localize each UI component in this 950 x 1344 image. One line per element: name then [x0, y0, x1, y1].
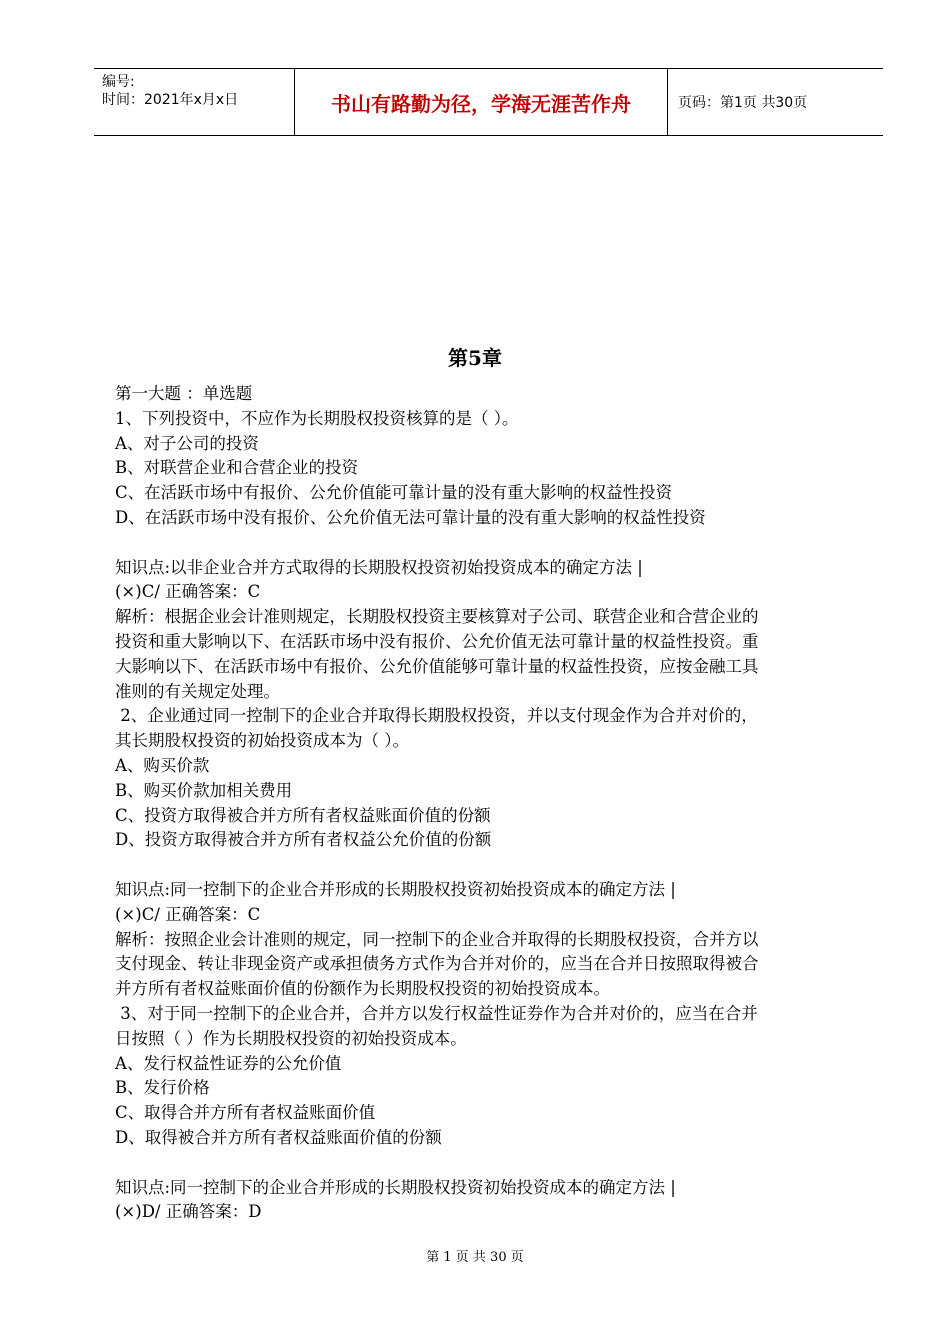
- analysis-line: 支付现金、转让非现金资产或承担债务方式作为合并对价的，应当在合并日按照取得被合: [115, 954, 759, 974]
- answer-line: (×)C/ 正确答案：C: [115, 904, 261, 924]
- question-stem-line: 1、下列投资中，不应作为长期股权投资核算的是（ ）。: [115, 408, 519, 428]
- spacer: [115, 1151, 865, 1176]
- question-option: D、投资方取得被合并方所有者权益公允价值的份额: [115, 830, 492, 850]
- analysis-line: 解析：按照企业会计准则的规定，同一控制下的企业合并取得的长期股权投资，合并方以: [115, 929, 759, 949]
- knowledge-point: 知识点:同一控制下的企业合并形成的长期股权投资初始投资成本的确定方法 |: [115, 1177, 676, 1197]
- document-time-label: 时间：2021年x月x日: [102, 92, 239, 108]
- header-motto: 书山有路勤为径，学海无涯苦作舟: [294, 69, 668, 135]
- spacer: [115, 853, 865, 878]
- question-option: A、对子公司的投资: [115, 433, 259, 453]
- question-option: B、发行价格: [115, 1078, 210, 1098]
- analysis-line: 解析：根据企业会计准则规定，长期股权投资主要核算对子公司、联营企业和合营企业的: [115, 607, 759, 627]
- question-option: D、取得被合并方所有者权益账面价值的份额: [115, 1127, 442, 1147]
- question-stem-line: 日按照（ ）作为长期股权投资的初始投资成本。: [115, 1028, 467, 1048]
- analysis-line: 并方所有者权益账面价值的份额作为长期股权投资的初始投资成本。: [115, 979, 610, 999]
- analysis-line: 投资和重大影响以下、在活跃市场中没有报价、公允价值无法可靠计量的权益性投资。重: [115, 631, 759, 651]
- header-page-label: 页码：第1页 共30页: [678, 95, 808, 111]
- page-footer: 第 1 页 共 30 页: [426, 1250, 524, 1265]
- question-option: B、购买价款加相关费用: [115, 780, 293, 800]
- chapter-title: 第5章: [448, 346, 502, 370]
- answer-line: (×)C/ 正确答案：C: [115, 582, 261, 602]
- spacer: [115, 531, 865, 556]
- question-option: B、对联营企业和合营企业的投资: [115, 458, 359, 478]
- question-option: D、在活跃市场中没有报价、公允价值无法可靠计量的没有重大影响的权益性投资: [115, 507, 706, 527]
- answer-line: (×)D/ 正确答案：D: [115, 1202, 262, 1222]
- document-number-label: 编号:: [102, 74, 135, 90]
- question-option: C、在活跃市场中有报价、公允价值能可靠计量的没有重大影响的权益性投资: [115, 483, 673, 503]
- question-option: A、购买价款: [115, 755, 210, 775]
- header-meta: [94, 69, 294, 135]
- question-stem-line: 3、对于同一控制下的企业合并，合并方以发行权益性证券作为合并对价的，应当在合并: [115, 1003, 758, 1023]
- analysis-line: 准则的有关规定处理。: [115, 681, 280, 701]
- page-header: [94, 68, 883, 136]
- analysis-line: 大影响以下、在活跃市场中有报价、公允价值能够可靠计量的权益性投资，应按金融工具: [115, 656, 759, 676]
- knowledge-point: 知识点:以非企业合并方式取得的长期股权投资初始投资成本的确定方法 |: [115, 557, 643, 577]
- question-stem-line: 其长期股权投资的初始投资成本为（ ）。: [115, 731, 409, 751]
- document-body: [115, 382, 865, 1225]
- knowledge-point: 知识点:同一控制下的企业合并形成的长期股权投资初始投资成本的确定方法 |: [115, 879, 676, 899]
- question-option: A、发行权益性证券的公允价值: [115, 1053, 342, 1073]
- question-option: C、投资方取得被合并方所有者权益账面价值的份额: [115, 805, 491, 825]
- section-title: 第一大题 ：单选题: [115, 384, 253, 403]
- question-stem-line: 2、企业通过同一控制下的企业合并取得长期股权投资，并以支付现金作为合并对价的，: [115, 706, 758, 726]
- question-option: C、取得合并方所有者权益账面价值: [115, 1103, 376, 1123]
